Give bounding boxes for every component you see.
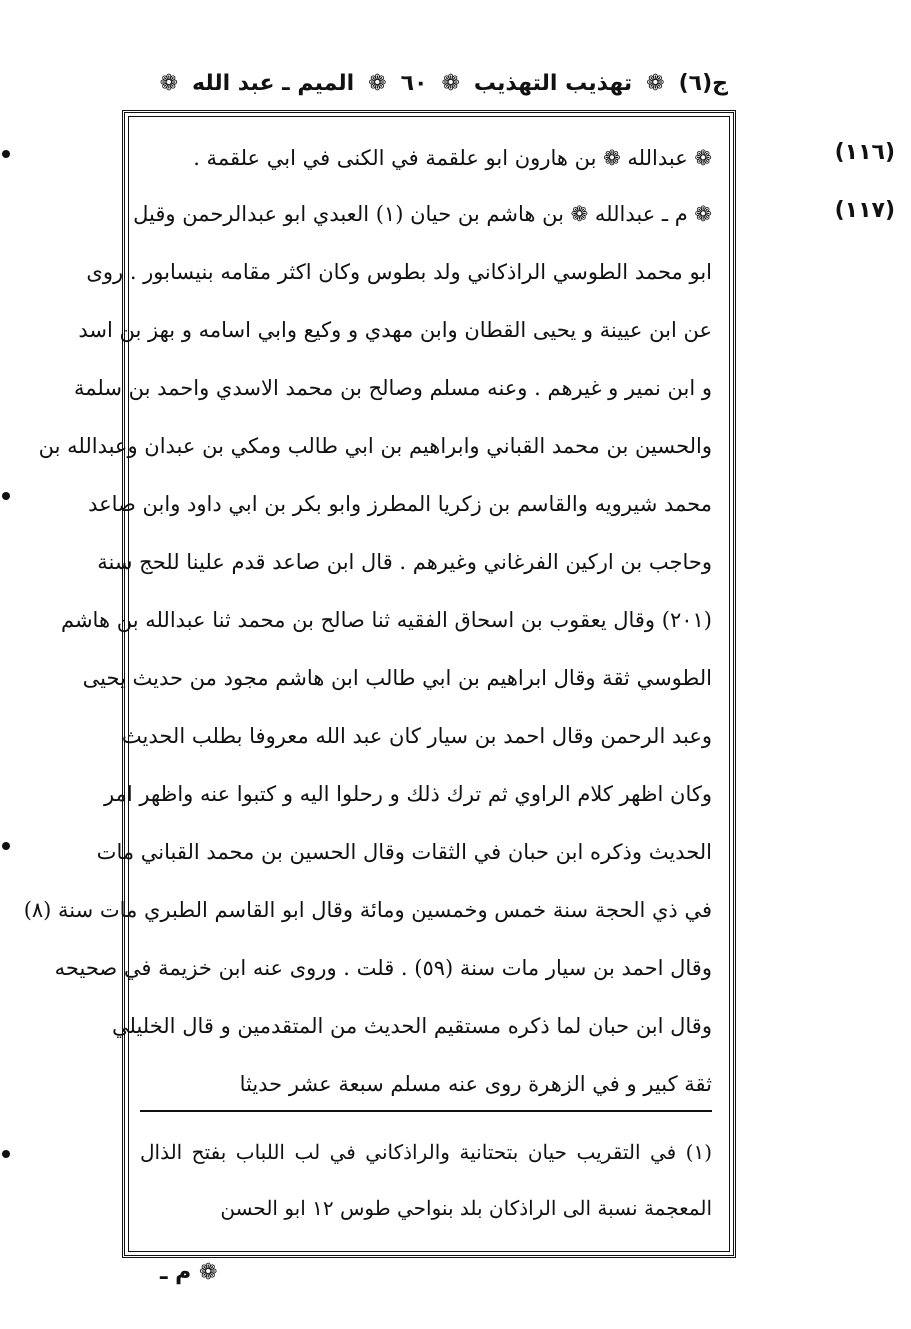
footnote-separator [140,1110,712,1112]
text-line: الحديث وذكره ابن حبان في الثقات وقال الحسين بن محمد القباني مات [96,840,712,864]
text-line: ❁ م ـ عبدالله ❁ بن هاشم بن حيان (١) العبدي ابو عبدالرحمن وقيل [133,202,712,226]
section-title: الميم ـ عبد الله [192,70,355,96]
ornament-icon: ❁ [646,70,665,96]
scan-mark [2,150,10,158]
scan-mark [2,842,10,850]
text-line: (٢٠١) وقال يعقوب بن اسحاق الفقيه ثنا صالح بن محمد ثنا عبدالله بن هاشم [60,608,712,632]
page-number: ٦٠ [400,70,428,96]
text-line: وقال ابن حبان لما ذكره مستقيم الحديث من المتقدمين و قال الخليلي [111,1014,712,1038]
ornament-icon: ❁ [441,70,460,96]
scan-mark [2,492,10,500]
text-line: والحسين بن محمد القباني وابراهيم بن ابي طالب ومكي بن عبدان وعبدالله بن [38,434,712,458]
text-line: ثقة كبير و في الزهرة روى عنه مسلم سبعة عشر حديثا [239,1072,712,1096]
text-line: و ابن نمير و غيرهم . وعنه مسلم وصالح بن محمد الاسدي واحمد بن سلمة [73,376,712,400]
footnote-line: المعجمة نسبة الى الراذكان بلد بنواحي طوس ١٢ ابو الحسن [220,1196,712,1220]
scan-mark [2,1150,10,1158]
text-line: محمد شيرويه والقاسم بن زكريا المطرز وابو بكر بن ابي داود وابن صاعد [88,492,712,516]
text-line: الطوسي ثقة وقال ابراهيم بن ابي طالب ابن هاشم مجود من حديث يحيى [82,666,712,690]
ornament-icon: ❁ [159,70,179,96]
text-line: وكان اظهر كلام الراوي ثم ترك ذلك و رحلوا اليه و كتبوا عنه واظهر امر [104,782,712,806]
book-title: تهذيب التهذيب [473,70,633,96]
entry-number: (١١٧) [834,198,895,223]
text-line: ابو محمد الطوسي الراذكاني ولد بطوس وكان اكثر مقامه بنيسابور . روى [86,260,712,284]
footnote-line: (١) في التقريب حيان بتحتانية والراذكاني في لب اللباب بفتح الذال [140,1140,712,1164]
entry-number: (١١٦) [834,140,895,165]
volume-label: ج(٦) [678,70,728,96]
text-line: وعبد الرحمن وقال احمد بن سيار كان عبد الله معروفا بطلب الحديث [121,724,712,748]
text-line: وقال احمد بن سيار مات سنة (٥٩) . قلت . وروى عنه ابن خزيمة في صحيحه [54,956,712,980]
text-line: وحاجب بن اركين الفرغاني وغيرهم . قال ابن صاعد قدم علينا للحج سنة [97,550,712,574]
text-line: عن ابن عيينة و يحيى القطان وابن مهدي و وكيع وابي اسامه و بهز بن اسد [78,318,712,342]
catchword: ❁ م ـ [160,1260,218,1285]
page-header [108,62,728,104]
text-line: ❁ عبدالله ❁ بن هارون ابو علقمة في الكنى في ابي علقمة . [193,146,712,170]
ornament-icon: ❁ [368,70,387,96]
text-line: في ذي الحجة سنة خمس وخمسين ومائة وقال ابو القاسم الطبري مات سنة (٨) [23,898,712,922]
